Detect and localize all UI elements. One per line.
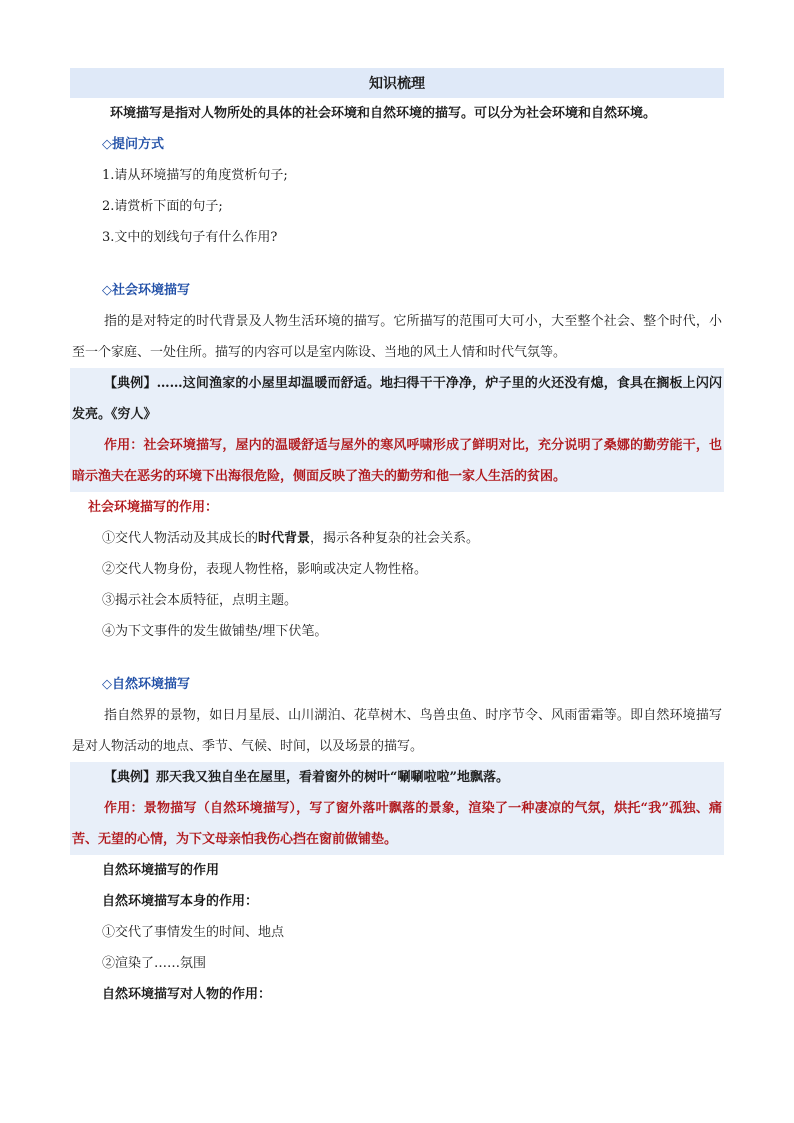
natural-definition: 指自然界的景物，如日月星辰、山川湖泊、花草树木、鸟兽虫鱼、时序节令、风雨雷霜等。即自然环境描写是对人物活动的地点、季节、气候、时间，以及场景的描写。 <box>72 708 722 754</box>
document-page <box>70 68 724 1010</box>
social-analysis: 作用：社会环境描写，屋内的温暖舒适与屋外的寒风呼啸形成了鲜明对比，充分说明了桑娜的勤劳能干，也暗示渔夫在恶劣的环境下出海很危险，侧面反映了渔夫的勤劳和他一家人生活的贫困。 <box>72 438 722 484</box>
question-item: 1.请从环境描写的角度赏析句子; <box>102 168 288 183</box>
function-text: ，揭示各种复杂的社会关系。 <box>310 531 480 546</box>
example-text: 那天我又独自坐在屋里，看着窗外的树叶“唰唰啦啦”地飘落。 <box>156 770 509 785</box>
social-function-item: ④为下文事件的发生做铺垫/埋下伏笔。 <box>102 624 328 639</box>
example-label: 【典例】 <box>104 770 157 785</box>
function-text: ①交代人物活动及其成长的 <box>102 531 259 546</box>
social-definition: 指的是对特定的时代背景及人物生活环境的描写。它所描写的范围可大可小，大至整个社会、整个时代，小至一个家庭、一处住所。描写的内容可以是室内陈设、当地的风土人情和时代气氛等。 <box>72 314 722 360</box>
natural-self-item: ②渲染了……氛围 <box>102 956 207 971</box>
example-text: ……这间渔家的小屋里却温暖而舒适。地扫得干干净净，炉子里的火还没有熄，食具在搁板上闪闪发亮。《穷人》 <box>72 376 722 422</box>
spacer <box>70 647 724 669</box>
natural-self-item: ①交代了事情发生的时间、地点 <box>102 925 285 940</box>
question-item: 2.请赏析下面的句子; <box>102 199 223 214</box>
social-example <box>70 368 724 430</box>
social-example-box <box>70 368 724 492</box>
natural-self-heading: 自然环境描写本身的作用： <box>102 894 259 909</box>
natural-analysis: 作用：景物描写（自然环境描写），写了窗外落叶飘落的景象，渲染了一种凄凉的气氛，烘托“我”孤独、痛苦、无望的心情，为下文母亲怕我伤心挡在窗前做铺垫。 <box>72 801 722 847</box>
social-function-heading: 社会环境描写的作用： <box>88 500 219 515</box>
social-heading: ◇社会环境描写 <box>102 283 190 298</box>
social-function-item: ③揭示社会本质特征，点明主题。 <box>102 593 298 608</box>
question-item: 3.文中的划线句子有什么作用? <box>102 230 278 245</box>
spacer <box>70 253 724 275</box>
section-title-bar <box>70 68 724 98</box>
question-heading: ◇提问方式 <box>102 137 164 152</box>
natural-heading: ◇自然环境描写 <box>102 677 190 692</box>
intro-paragraph: 环境描写是指对人物所处的具体的社会环境和自然环境的描写。可以分为社会环境和自然环境。 <box>110 106 657 121</box>
natural-example-box <box>70 762 724 855</box>
page-title: 知识梳理 <box>369 76 425 92</box>
natural-character-heading: 自然环境描写对人物的作用： <box>102 987 272 1002</box>
social-function-item: ②交代人物身份，表现人物性格，影响或决定人物性格。 <box>102 562 428 577</box>
function-keyword: 时代背景 <box>258 531 311 546</box>
natural-example <box>70 762 724 793</box>
natural-function-heading: 自然环境描写的作用 <box>102 863 220 878</box>
example-label: 【典例】 <box>104 376 157 391</box>
social-function-item <box>70 523 724 554</box>
